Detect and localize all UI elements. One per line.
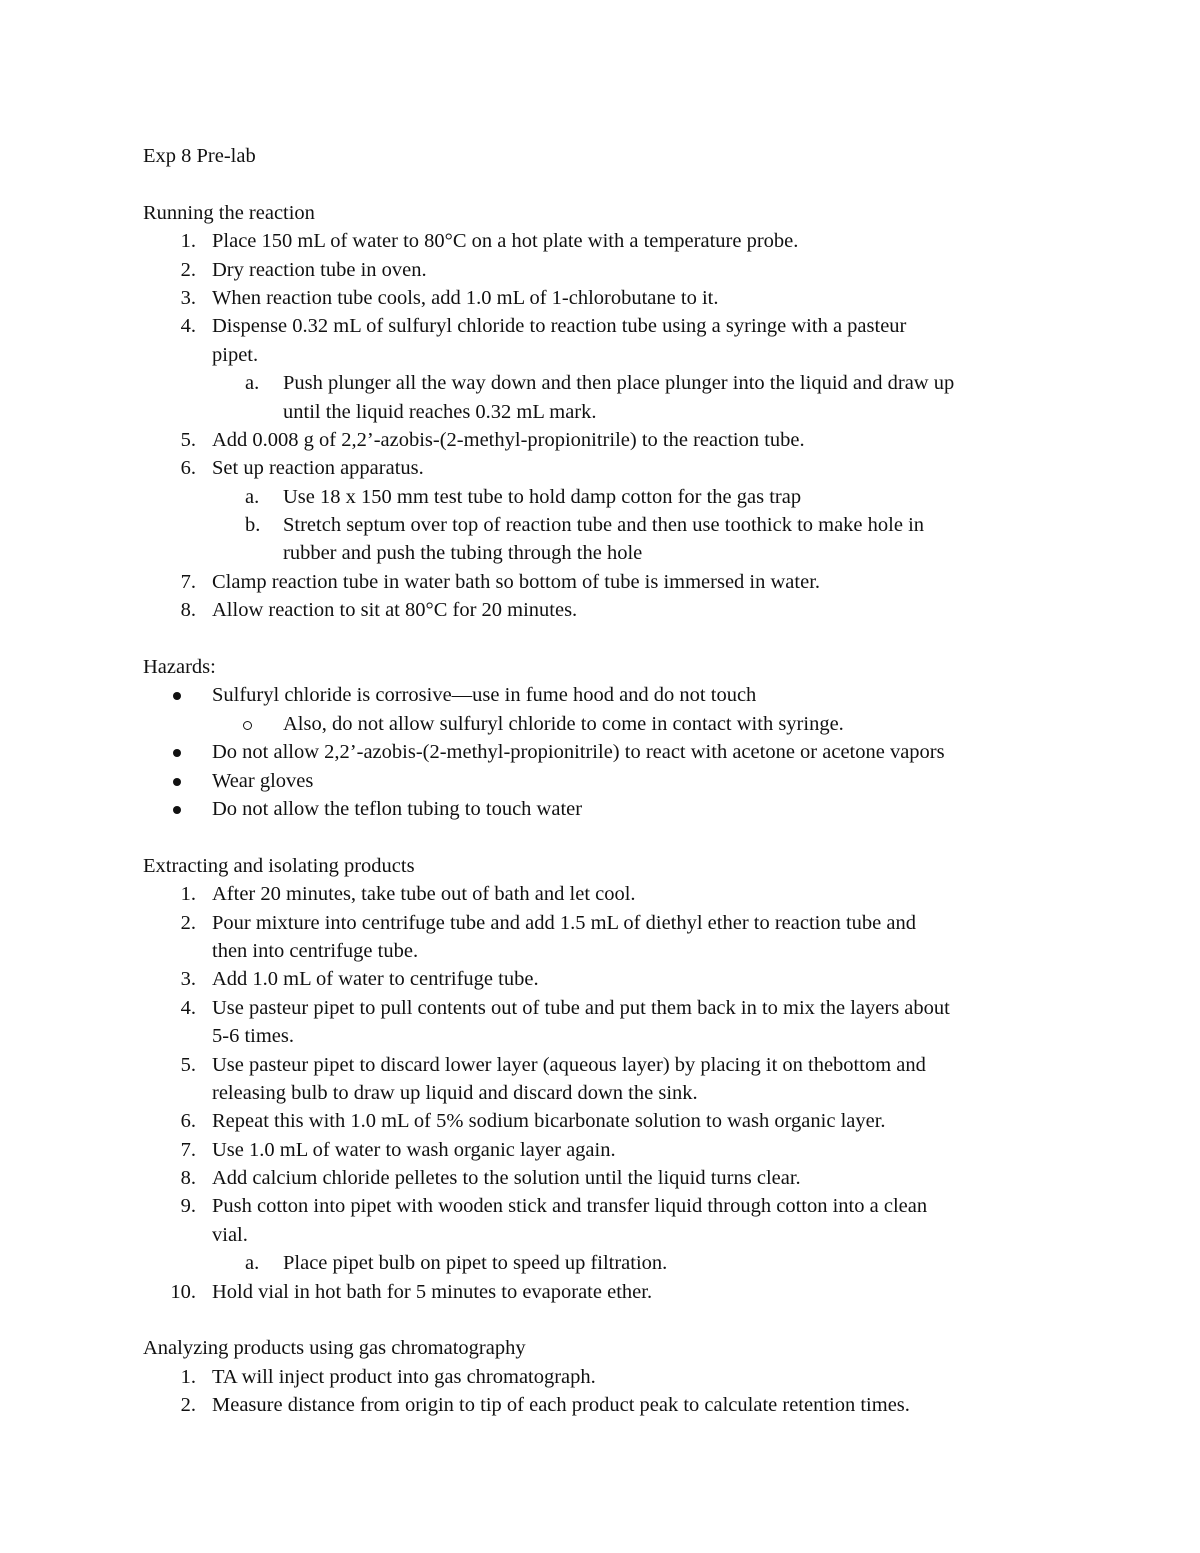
sub-item-label: a.	[245, 372, 260, 395]
item-number: 3.	[180, 968, 196, 991]
item-text: Place 150 mL of water to 80°C on a hot plate with a temperature probe.	[212, 230, 799, 253]
item-number: 4.	[180, 996, 196, 1019]
list-item-continuation	[143, 1221, 1063, 1249]
item-number: 10.	[170, 1280, 196, 1303]
sub-list-item-continuation	[143, 539, 1063, 567]
list-item	[143, 256, 1063, 284]
item-number: 3.	[180, 286, 196, 309]
bullet-text: Do not allow 2,2’-azobis-(2-methyl-propionitrile) to react with acetone or acetone vapors	[212, 741, 945, 764]
list-item-continuation	[143, 1022, 1063, 1050]
sub-bullet-item	[143, 710, 1063, 738]
list-item	[143, 1278, 1063, 1306]
bullet-item	[143, 681, 1063, 709]
item-number: 1.	[180, 1365, 196, 1388]
list-item	[143, 454, 1063, 482]
sub-item-text: Push plunger all the way down and then place plunger into the liquid and draw up	[283, 372, 955, 395]
item-text: 5-6 times.	[212, 1025, 294, 1048]
item-text: Dispense 0.32 mL of sulfuryl chloride to reaction tube using a syringe with a pasteur	[212, 315, 907, 338]
item-number: 1.	[180, 230, 196, 253]
sub-list-item-continuation	[143, 398, 1063, 426]
document-title: Exp 8 Pre-lab	[143, 145, 256, 167]
item-text: Repeat this with 1.0 mL of 5% sodium bicarbonate solution to wash organic layer.	[212, 1110, 886, 1133]
item-text: Use 1.0 mL of water to wash organic layer again.	[212, 1138, 616, 1161]
item-text: When reaction tube cools, add 1.0 mL of 1-chlorobutane to it.	[212, 286, 719, 309]
item-text: Add calcium chloride pelletes to the solution until the liquid turns clear.	[212, 1167, 801, 1190]
spacer	[143, 625, 1063, 653]
bullet-dot-icon	[173, 749, 181, 757]
item-text: TA will inject product into gas chromatograph.	[212, 1365, 596, 1388]
list-item-continuation	[143, 341, 1063, 369]
bullet-dot-icon	[173, 778, 181, 786]
list-item	[143, 1164, 1063, 1192]
sub-item-label: a.	[245, 485, 260, 508]
sub-item-text: Stretch septum over top of reaction tube and then use toothick to make hole in	[283, 514, 925, 537]
bullet-text: Wear gloves	[212, 769, 314, 792]
list-item	[143, 909, 1063, 937]
item-text: Measure distance from origin to tip of each product peak to calculate retention times.	[212, 1394, 910, 1417]
item-text: Allow reaction to sit at 80°C for 20 minutes.	[212, 599, 578, 622]
item-number: 7.	[180, 1138, 196, 1161]
spacer	[143, 823, 1063, 851]
list-item	[143, 994, 1063, 1022]
bullet-item	[143, 795, 1063, 823]
item-number: 5.	[180, 1053, 196, 1076]
sub-item-label: a.	[245, 1252, 260, 1275]
item-text: After 20 minutes, take tube out of bath and let cool.	[212, 883, 636, 906]
list-item	[143, 568, 1063, 596]
document-page	[143, 142, 1063, 1420]
spacer	[143, 170, 1063, 198]
list-item	[143, 1363, 1063, 1391]
list-item	[143, 312, 1063, 340]
section-heading-extracting: Extracting and isolating products	[143, 854, 415, 877]
section-heading-hazards: Hazards:	[143, 656, 216, 679]
item-number: 8.	[180, 599, 196, 622]
item-number: 9.	[180, 1195, 196, 1218]
item-text: Add 0.008 g of 2,2’-azobis-(2-methyl-propionitrile) to the reaction tube.	[212, 428, 805, 451]
spacer	[143, 1306, 1063, 1334]
item-number: 6.	[180, 1110, 196, 1133]
item-number: 8.	[180, 1167, 196, 1190]
item-text: Add 1.0 mL of water to centrifuge tube.	[212, 968, 539, 991]
item-number: 5.	[180, 428, 196, 451]
sub-item-text: Place pipet bulb on pipet to speed up filtration.	[283, 1252, 668, 1275]
item-number: 7.	[180, 570, 196, 593]
section-heading-gas-chromatography: Analyzing products using gas chromatography	[143, 1337, 526, 1360]
item-number: 4.	[180, 315, 196, 338]
sub-list-item	[143, 369, 1063, 397]
bullet-dot-icon	[173, 692, 181, 700]
list-item	[143, 1391, 1063, 1419]
item-number: 2.	[180, 1394, 196, 1417]
list-item	[143, 426, 1063, 454]
list-item	[143, 1136, 1063, 1164]
item-text: Clamp reaction tube in water bath so bottom of tube is immersed in water.	[212, 570, 821, 593]
sub-list-item	[143, 511, 1063, 539]
section-heading-running-reaction: Running the reaction	[143, 201, 315, 224]
item-text: Use pasteur pipet to pull contents out of tube and put them back in to mix the layers about	[212, 996, 950, 1019]
item-text: pipet.	[212, 343, 259, 366]
sub-item-text: Use 18 x 150 mm test tube to hold damp cotton for the gas trap	[283, 485, 802, 508]
bullet-item	[143, 738, 1063, 766]
list-item	[143, 880, 1063, 908]
sub-item-text: until the liquid reaches 0.32 mL mark.	[283, 400, 597, 423]
item-text: Pour mixture into centrifuge tube and add 1.5 mL of diethyl ether to reaction tube and	[212, 911, 917, 934]
sub-item-text: rubber and push the tubing through the hole	[283, 542, 643, 565]
item-number: 2.	[180, 258, 196, 281]
bullet-item	[143, 767, 1063, 795]
sub-list-item	[143, 1249, 1063, 1277]
item-number: 2.	[180, 911, 196, 934]
list-item-continuation	[143, 1079, 1063, 1107]
list-item	[143, 1051, 1063, 1079]
item-number: 1.	[180, 883, 196, 906]
sub-item-label: b.	[245, 514, 261, 537]
list-item	[143, 227, 1063, 255]
item-text: vial.	[212, 1223, 248, 1246]
bullet-text: Sulfuryl chloride is corrosive—use in fume hood and do not touch	[212, 684, 757, 707]
sub-bullet-text: Also, do not allow sulfuryl chloride to come in contact with syringe.	[283, 712, 844, 735]
item-number: 6.	[180, 457, 196, 480]
list-item	[143, 965, 1063, 993]
sub-list-item	[143, 483, 1063, 511]
item-text: Hold vial in hot bath for 5 minutes to evaporate ether.	[212, 1280, 653, 1303]
list-item	[143, 1107, 1063, 1135]
item-text: Set up reaction apparatus.	[212, 457, 424, 480]
item-text: Use pasteur pipet to discard lower layer (aqueous layer) by placing it on thebottom and	[212, 1053, 926, 1076]
bullet-circle-icon	[243, 721, 252, 730]
bullet-dot-icon	[173, 806, 181, 814]
list-item-continuation	[143, 937, 1063, 965]
item-text: Push cotton into pipet with wooden stick and transfer liquid through cotton into a clean	[212, 1195, 928, 1218]
item-text: Dry reaction tube in oven.	[212, 258, 427, 281]
list-item	[143, 284, 1063, 312]
item-text: releasing bulb to draw up liquid and discard down the sink.	[212, 1081, 698, 1104]
list-item	[143, 1192, 1063, 1220]
item-text: then into centrifuge tube.	[212, 939, 419, 962]
list-item	[143, 596, 1063, 624]
bullet-text: Do not allow the teflon tubing to touch water	[212, 797, 583, 820]
